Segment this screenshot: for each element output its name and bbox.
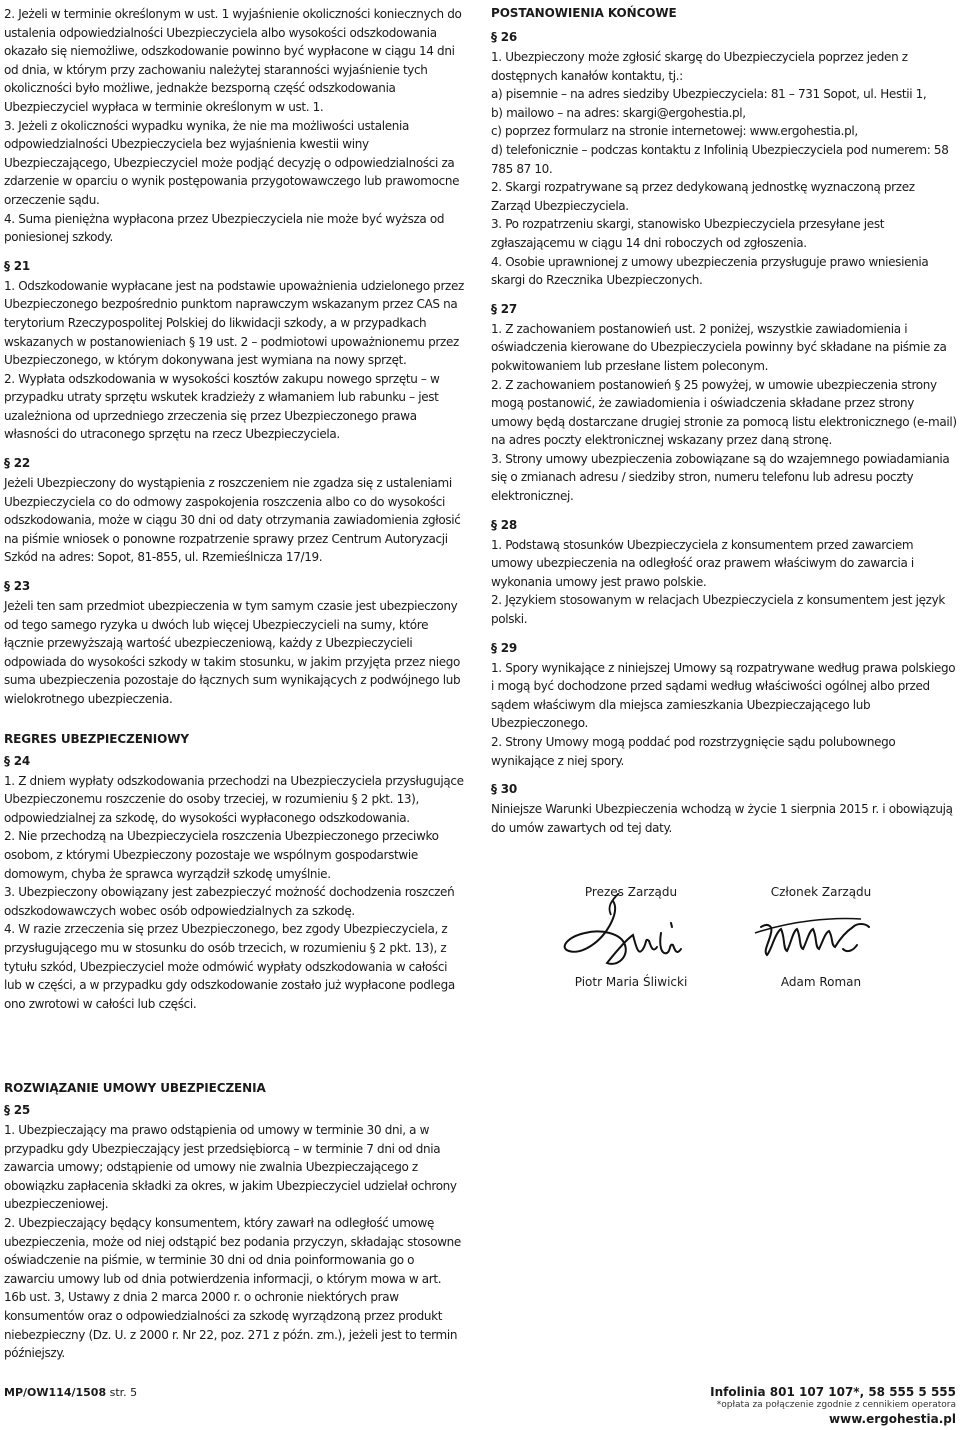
- paragraph: 3. Po rozpatrzeniu skargi, stanowisko Ubezpieczyciela przesyłane jest zgłaszającemu w ciągu 14 dni roboczych od zgłoszenia.: [491, 217, 885, 250]
- paragraph: 1. Podstawą stosunków Ubezpieczyciela z konsumentem przed zawarciem umowy ubezpieczenia na odległość oraz prawem właściwym do zawarcia i wykonania umowy jest prawo polskie.: [491, 537, 914, 589]
- paragraph: 3. Jeżeli z okoliczności wypadku wynika, że nie ma możliwości ustalenia odpowiedzialności Ubezpieczyciela bez wyjaśnienia kwestii winy Ubezpieczającego, Ubezpieczyciel może podjąć decyzję o odpowiedzialności za zdarzenie w oparciu o wynik postępowania przygotowawczego lub prawomocne orzeczenie sądu.: [4, 118, 460, 207]
- paragraph: 2. Ubezpieczający będący konsumentem, który zawarł na odległość umowę ubezpieczenia, może od niej odstąpić bez podania przyczyn, składając stosowne oświadczenie na piśmie, w terminie 30 dni od dnia poinformowania go o zawarciu umowy lub od dnia potwierdzenia informacji, o którym mowa w art. 16b ust. 3, Ustawy z dnia 2 marca 2000 r. o ochronie niektórych praw konsumentów oraz o odpowiedzialności za szkodę wyrządzoną przez produkt niebezpieczny (Dz. U. z 2000 r. Nr 22, poz. 271 z późn. zm.), jeżeli jest to termin późniejszy.: [4, 1215, 461, 1361]
- paragraph: 3. Ubezpieczony obowiązany jest zabezpieczyć możność dochodzenia roszczeń odszkodowawczych wobec osób odpowiedzialnych za szkodę.: [4, 885, 455, 918]
- left-column-bottom: [4, 1080, 466, 1363]
- section-label-29: § 29: [491, 640, 518, 655]
- section-label-23: § 23: [4, 579, 31, 594]
- paragraph: 1. Z zachowaniem postanowień ust. 2 poniżej, wszystkie zawiadomienia i oświadczenia kierowane do Ubezpieczyciela powinny być składane na piśmie za pokwitowaniem lub przesłane listem poleconym.: [491, 321, 947, 373]
- paragraph: Jeżeli Ubezpieczony do wystąpienia z roszczeniem nie zgadza się z ustaleniami Ubezpieczyciela co do odmowy zaspokojenia roszczenia albo co do wysokości odszkodowania, może w ciągu 30 dni od daty otrzymania zawiadomienia zgłosić na piśmie wniosek o ponowne rozpatrzenie sprawy przez Centrum Autoryzacji Szkód na adres: Sopot, 81-855, ul. Rzemieślnicza 17/19.: [4, 476, 461, 565]
- paragraph: 2. Skargi rozpatrywane są przez dedykowaną jednostkę wyznaczoną przez Zarząd Ubezpieczyciela.: [491, 180, 915, 213]
- handwritten-signature: [541, 893, 721, 983]
- left-column: [4, 5, 466, 1013]
- right-column: [491, 5, 957, 1013]
- paragraph: 1. Spory wynikające z niniejszej Umowy są rozpatrywane według prawa polskiego i mogą być dochodzone przed sądami według właściwości ogólnej albo przed sądem właściwym dla miejsca zamieszkania Ubezpieczającego lub Ubezpieczonego.: [491, 660, 956, 731]
- section-label-21: § 21: [4, 258, 31, 273]
- page-number: str. 5: [109, 1386, 138, 1399]
- call-cost-note: *opłata za połączenie zgodnie z cennikiem operatora: [716, 1400, 956, 1410]
- list-item: d) telefonicznie – podczas kontaktu z Infolinią Ubezpieczyciela pod numerem: 58 785 87 10.: [491, 142, 949, 176]
- footer-contact: [710, 1385, 956, 1426]
- paragraph: 3. Strony umowy ubezpieczenia zobowiązane są do wzajemnego powiadamiania się o zmianach adresu / siedziby stron, numeru telefonu lub adresu poczty elektronicznej.: [491, 451, 950, 504]
- list-item: c) poprzez formularz na stronie internetowej: www.ergohestia.pl,: [491, 124, 858, 139]
- paragraph: 2. Językiem stosowanym w relacjach Ubezpieczyciela z konsumentem jest język polski.: [491, 593, 945, 627]
- signature-name: Piotr Maria Śliwicki: [574, 975, 688, 990]
- handwritten-signature: [731, 893, 911, 983]
- section-label-25: § 25: [4, 1103, 31, 1117]
- section-label-22: § 22: [4, 456, 31, 471]
- paragraph: 1. Ubezpieczony może zgłosić skargę do Ubezpieczyciela poprzez jeden z dostępnych kanałów kontaktu, tj.:: [491, 50, 908, 83]
- paragraph: 2. Strony Umowy mogą poddać pod rozstrzygnięcie sądu polubownego wynikające z niej spory.: [491, 735, 896, 768]
- heading-regres: REGRES UBEZPIECZENIOWY: [4, 731, 189, 746]
- website-link[interactable]: www.ergohestia.pl: [829, 1412, 956, 1426]
- infolinia-phone: Infolinia 801 107 107*, 58 555 5 555: [710, 1385, 956, 1399]
- footer-document-code: [4, 1386, 137, 1399]
- paragraph: 2. Wypłata odszkodowania w wysokości kosztów zakupu nowego sprzętu – w przypadku utraty sprzętu wskutek kradzieży z włamaniem lub rabunku – jest uzależniona od uprzedniego zrzeczenia się przez Ubezpieczonego prawa własności do utraconego sprzętu na rzecz Ubezpieczyciela.: [4, 371, 440, 442]
- paragraph: 1. Odszkodowanie wypłacane jest na podstawie upoważnienia udzielonego przez Ubezpieczonego bezpośrednio punktom naprawczym wskazanym przez CAS na terytorium Rzeczypospolitej Polskiej do likwidacji szkody, a w przypadkach wskazanych w postanowieniach § 19 ust. 2 – podmiotowi upoważnionemu przez Ubezpieczonego, w którym dokonywana jest wymiana na nowy sprzęt.: [4, 278, 464, 368]
- paragraph: 4. Osobie uprawnionej z umowy ubezpieczenia przysługuje prawo wniesienia skargi do Rzecznika Ubezpieczonych.: [491, 254, 929, 288]
- heading-postanowienia: POSTANOWIENIA KOŃCOWE: [491, 6, 677, 20]
- list-item: b) mailowo – na adres: skargi@ergohestia.pl,: [491, 105, 746, 120]
- signature-name: Adam Roman: [780, 975, 862, 990]
- signatures: [491, 873, 957, 1013]
- signature-title: Prezes Zarządu: [584, 885, 678, 900]
- paragraph: 4. Suma pieniężna wypłacona przez Ubezpieczyciela nie może być wyższa od poniesionej szkody.: [4, 211, 445, 245]
- paragraph: 2. Jeżeli w terminie określonym w ust. 1 wyjaśnienie okoliczności koniecznych do ustalenia odpowiedzialności Ubezpieczyciela albo wysokości odszkodowania okazało się niemożliwe, odszkodowanie powinno być wypłacone w ciągu 14 dni od dnia, w którym przy zachowaniu należytej staranności wyjaśnienie tych okoliczności było możliwe, jednakże bezsporną część odszkodowania Ubezpieczyciel wypłaca w terminie określonym w ust. 1.: [4, 7, 462, 114]
- paragraph: 4. W razie zrzeczenia się przez Ubezpieczonego, bez zgody Ubezpieczyciela, z przysługującego mu w stosunku do osób trzecich, w rozumieniu § 2 pkt. 13), z tytułu szkód, Ubezpieczyciel może odmówić wypłaty odszkodowania w całości lub w części, a w przypadku gdy odszkodowanie zostało już wypłacone podlega ono zwrotowi w całości lub części.: [4, 922, 455, 1011]
- paragraph: 1. Ubezpieczający ma prawo odstąpienia od umowy w terminie 30 dni, a w przypadku gdy Ubezpieczający jest przedsiębiorcą – w terminie 7 dni od dnia zawarcia umowy; odstąpienie od umowy nie zwalnia Ubezpieczającego z obowiązku zapłacenia składki za okres, w jakim Ubezpieczyciel udzielał ochrony ubezpieczeniowej.: [4, 1123, 457, 1212]
- section-label-24: § 24: [4, 753, 31, 768]
- signature-title: Członek Zarządu: [770, 885, 872, 900]
- section-label-26: § 26: [491, 30, 518, 44]
- document-code: MP/OW114/1508: [4, 1386, 107, 1399]
- section-label-27: § 27: [491, 301, 518, 316]
- paragraph: Niniejsze Warunki Ubezpieczenia wchodzą w życie 1 sierpnia 2015 r. i obowiązują do umów zawartych od tej daty.: [491, 802, 953, 835]
- section-label-28: § 28: [491, 517, 518, 532]
- paragraph: 1. Z dniem wypłaty odszkodowania przechodzi na Ubezpieczyciela przysługujące Ubezpieczonemu roszczenie do osoby trzeciej, w rozumieniu § 2 pkt. 13), odpowiedzialnej za szkodę, do wysokości wypłaconego odszkodowania.: [4, 773, 464, 825]
- paragraph: 2. Z zachowaniem postanowień § 25 powyżej, w umowie ubezpieczenia strony mogą postanowić, że zawiadomienia i oświadczenia składane przez strony umowy będą dostarczane drugiej stronie za pomocą listu elektronicznego (e-mail) na adres poczty elektronicznej wskazany przez daną stronę.: [491, 377, 957, 448]
- section-label-30: § 30: [491, 782, 518, 797]
- heading-rozwiazanie: ROZWIĄZANIE UMOWY UBEZPIECZENIA: [4, 1081, 266, 1095]
- paragraph: Jeżeli ten sam przedmiot ubezpieczenia w tym samym czasie jest ubezpieczony od tego samego ryzyka u dwóch lub więcej Ubezpieczycieli na sumy, które łącznie przewyższają wartość ubezpieczeniową, każdy z Ubezpieczycieli odpowiada do wysokości szkody w takim stosunku, w jakim przyjęta przez niego suma ubezpieczenia pozostaje do łącznych sum wynikających z podwójnego lub wielokrotnego ubezpieczenia.: [4, 599, 461, 706]
- paragraph: 2. Nie przechodzą na Ubezpieczyciela roszczenia Ubezpieczonego przeciwko osobom, z którymi Ubezpieczony pozostaje we wspólnym gospodarstwie domowym, chyba że sprawca wyrządził szkodę umyślnie.: [4, 829, 439, 881]
- list-item: a) pisemnie – na adres siedziby Ubezpieczyciela: 81 – 731 Sopot, ul. Hestii 1,: [491, 87, 927, 102]
